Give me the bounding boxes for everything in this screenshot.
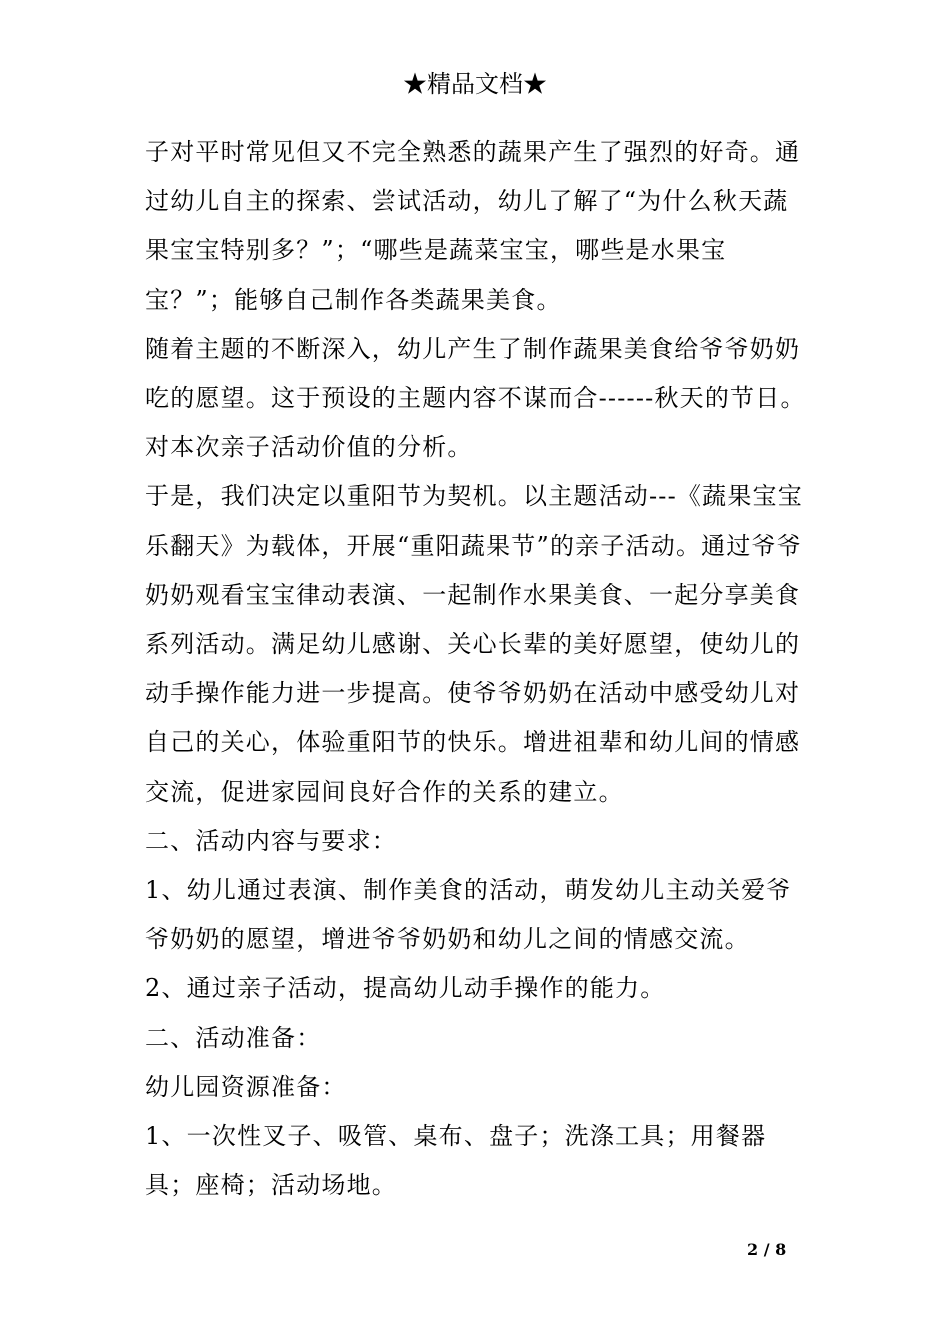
list-item-1: 1、幼儿通过表演、制作美食的活动，萌发幼儿主动关爱爷爷奶奶的愿望，增进爷爷奶奶和幼儿之间的情感交流。 bbox=[145, 876, 792, 954]
section-heading-preparation: 二、活动准备： bbox=[145, 1023, 322, 1052]
paragraph-2: 随着主题的不断深入，幼儿产生了制作蔬果美食给爷爷奶奶吃的愿望。这于预设的主题内容不谋而合------秋天的节日。 bbox=[145, 334, 806, 413]
page-number: 2 / 8 bbox=[747, 1240, 787, 1259]
paragraph-1: 子对平时常见但又不完全熟悉的蔬果产生了强烈的好奇。通过幼儿自主的探索、尝试活动，幼儿了解了“为什么秋天蔬果宝宝特别多？”；“哪些是蔬菜宝宝，哪些是水果宝宝？”；能够自己制作各类蔬果美食。 bbox=[145, 138, 801, 314]
subheading-resources: 幼儿园资源准备： bbox=[145, 1072, 347, 1101]
section-heading-content: 二、活动内容与要求： bbox=[145, 826, 397, 855]
paragraph-3: 对本次亲子活动价值的分析。 bbox=[145, 433, 473, 462]
page-header: ★精品文档★ bbox=[403, 70, 547, 98]
document-body bbox=[145, 128, 810, 1210]
resource-item-1: 1、一次性叉子、吸管、桌布、盘子；洗涤工具；用餐器具；座椅；活动场地。 bbox=[145, 1122, 767, 1200]
paragraph-4: 于是，我们决定以重阳节为契机。以主题活动---《蔬果宝宝乐翻天》为载体，开展“重阳蔬果节”的亲子活动。通过爷爷奶奶观看宝宝律动表演、一起制作水果美食、一起分享美食系列活动。满足幼儿感谢、关心长辈的美好愿望，使幼儿的动手操作能力进一步提高。使爷爷奶奶在活动中感受幼儿对自己的关心，体验重阳节的快乐。增进祖辈和幼儿间的情感交流，促进家园间良好合作的关系的建立。 bbox=[145, 482, 803, 806]
list-item-2: 2、通过亲子活动，提高幼儿动手操作的能力。 bbox=[145, 974, 666, 1003]
